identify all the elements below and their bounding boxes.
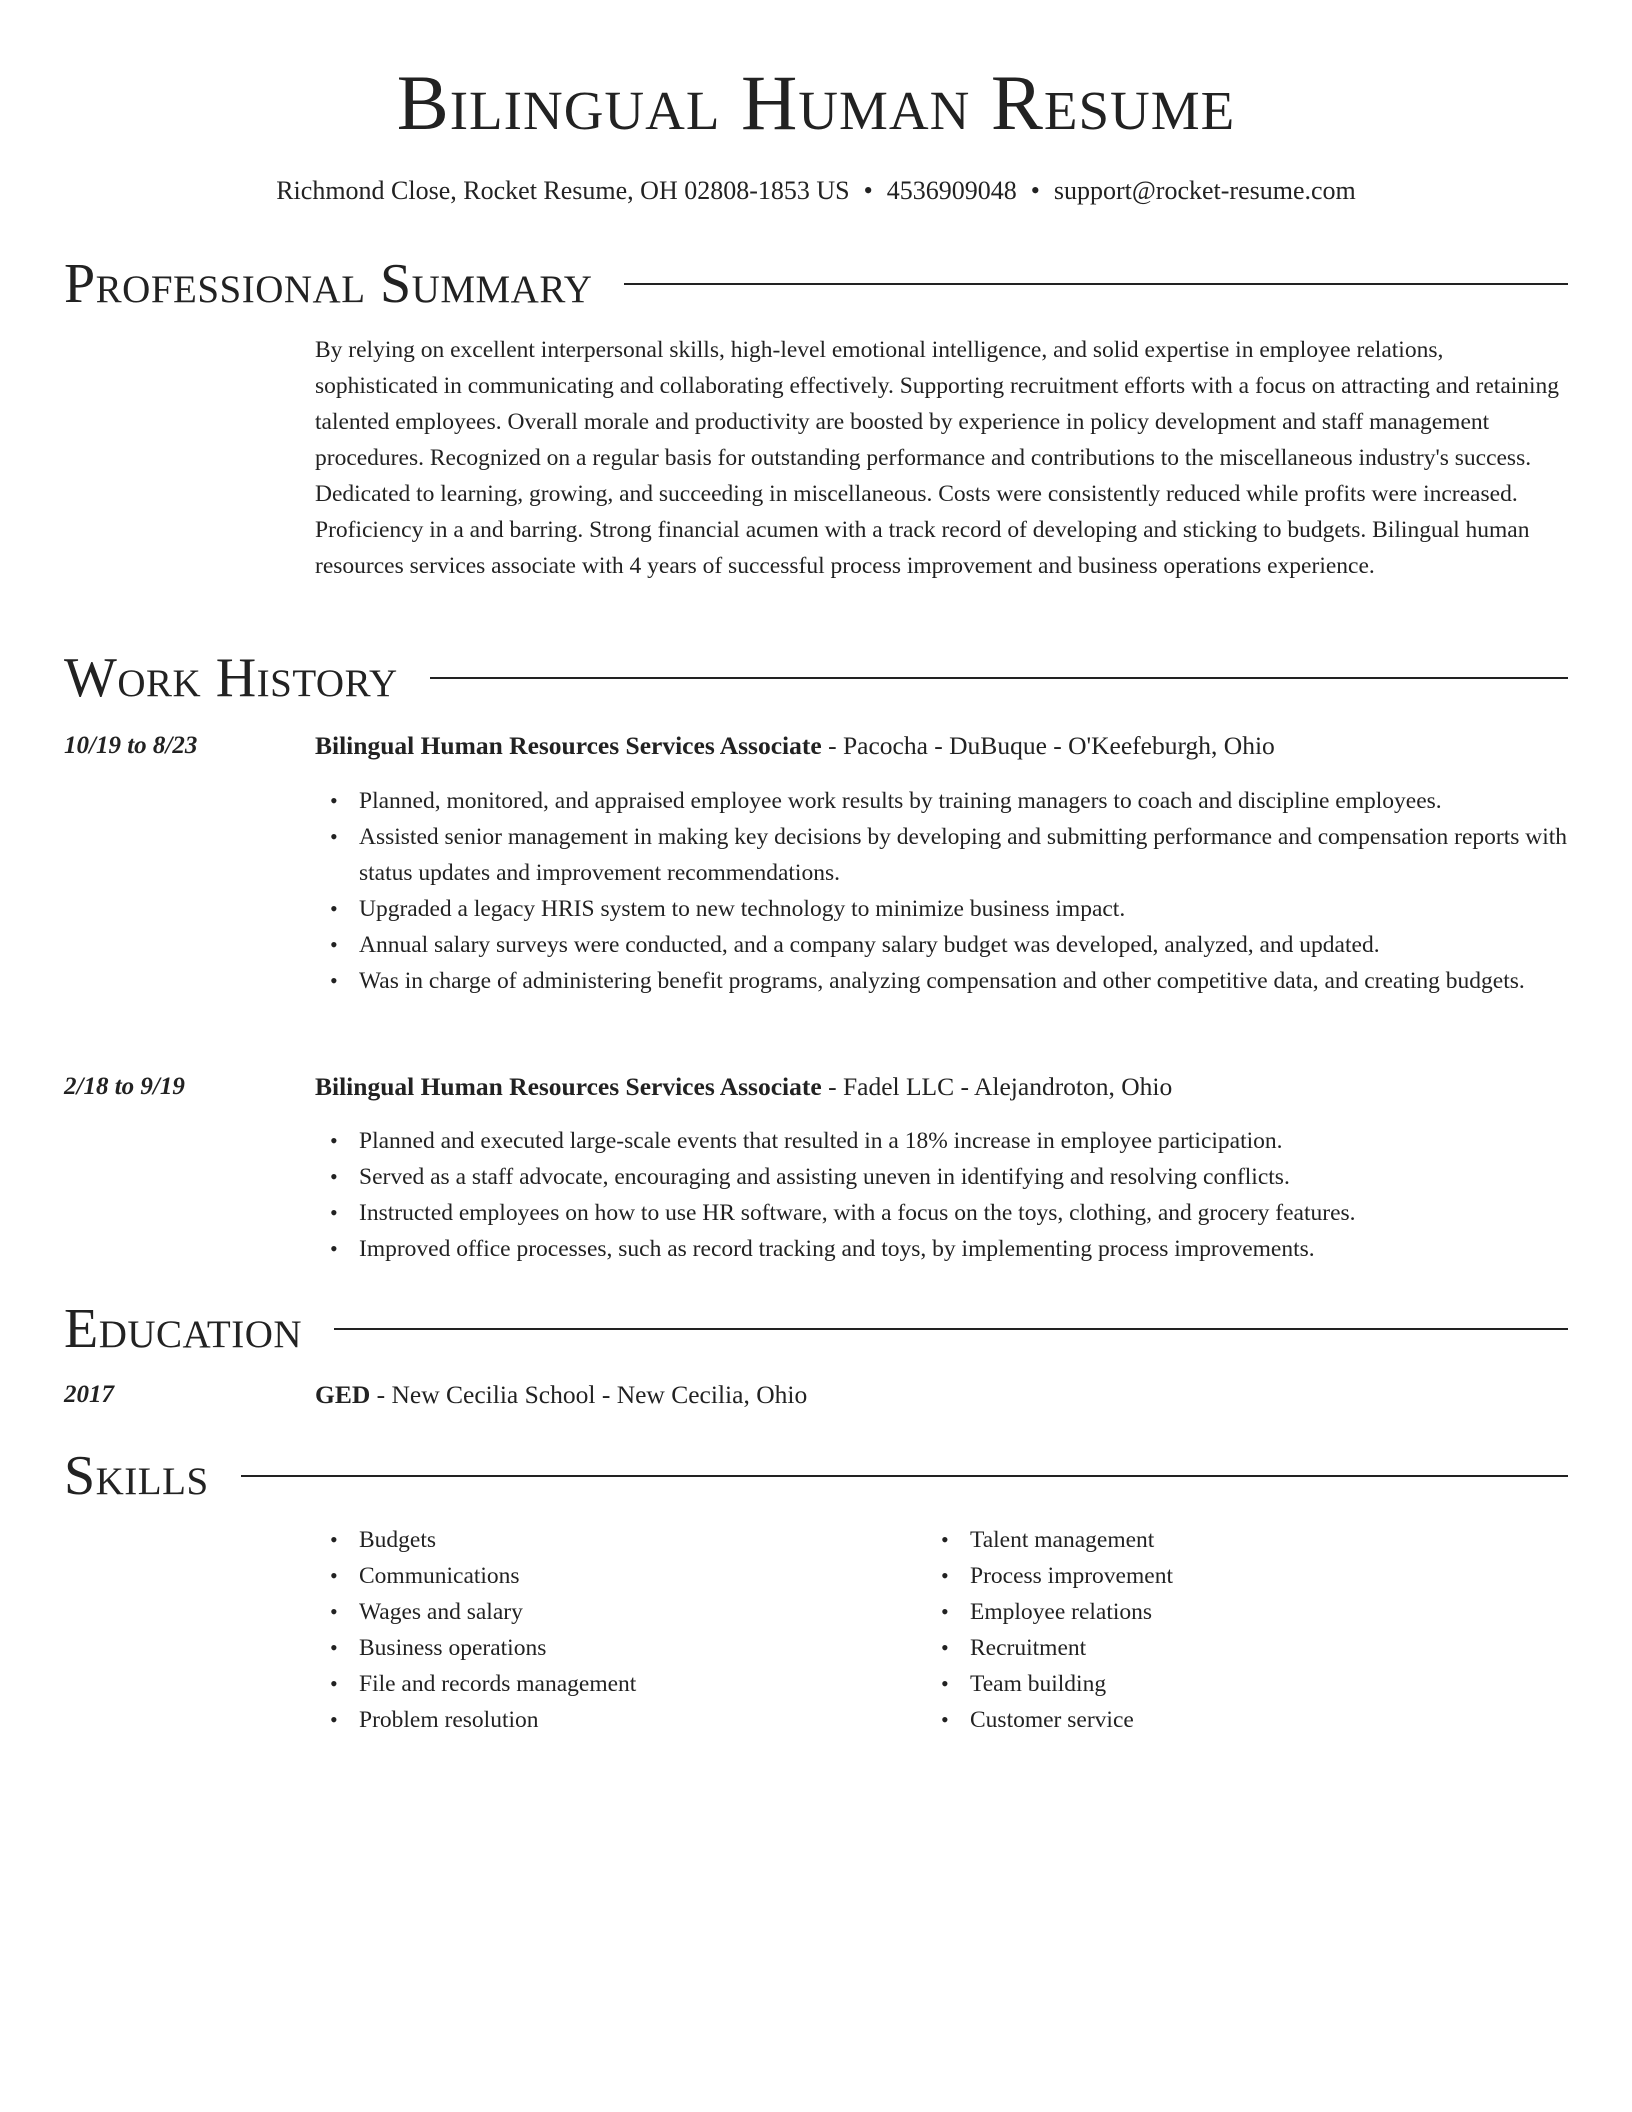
education-section-header: [64, 1297, 1568, 1361]
job-company: - Fadel LLC - Alejandroton, Ohio: [821, 1072, 1173, 1101]
skill-item: • Wages and salary: [359, 1594, 1612, 1630]
list-item: • Planned, monitored, and appraised employee work results by training managers to coach and discipline employees.: [359, 783, 1612, 819]
contact-address: Richmond Close, Rocket Resume, OH 02808-1853 US: [276, 176, 850, 205]
job-dates: 10/19 to 8/23: [64, 732, 198, 759]
contact-line: [64, 174, 1568, 208]
education-entry: [315, 1378, 1568, 1412]
skill-item: • Customer service: [970, 1702, 1632, 1738]
skills-section-title: Skills: [64, 1445, 209, 1507]
skill-item: • Budgets: [359, 1522, 1612, 1558]
job-bullets: [315, 783, 1612, 999]
summary-section-header: [64, 252, 1568, 316]
skill-item: • Communications: [359, 1558, 1612, 1594]
section-divider: [430, 677, 1568, 679]
work-section-header: [64, 646, 1568, 710]
list-item: • Upgraded a legacy HRIS system to new technology to minimize business impact.: [359, 891, 1612, 927]
job-title: Bilingual Human Resources Services Associate: [315, 731, 822, 760]
skill-item: • Process improvement: [970, 1558, 1632, 1594]
contact-separator: •: [1030, 176, 1040, 205]
education-degree: GED: [315, 1380, 371, 1409]
skill-item: • Talent management: [970, 1522, 1632, 1558]
education-school: - New Cecilia School - New Cecilia, Ohio: [370, 1380, 808, 1409]
skills-section-header: [64, 1444, 1568, 1508]
summary-section-title: Professional Summary: [64, 253, 593, 315]
contact-email: support@rocket-resume.com: [1053, 176, 1356, 205]
job-heading: [315, 1070, 1568, 1104]
list-item: • Annual salary surveys were conducted, and a company salary budget was developed, analyzed, and updated.: [359, 927, 1612, 963]
job-company: - Pacocha - DuBuque - O'Keefeburgh, Ohio: [821, 731, 1275, 760]
contact-phone: 4536909048: [886, 176, 1017, 205]
list-item: • Was in charge of administering benefit programs, analyzing compensation and other competitive data, and creating budgets.: [359, 963, 1612, 999]
summary-text: By relying on excellent interpersonal skills, high-level emotional intelligence, and solid expertise in employee relations, sophisticated in communicating and collaborating effectively. Supporting recruitment efforts with a focus on attracting and retaining talented employees. Overall morale and productivity are boosted by experience in policy development and staff management procedures. Recognized on a regular basis for outstanding performance and contributions to the miscellaneous industry's success. Dedicated to learning, growing, and succeeding in miscellaneous. Costs were consistently reduced while profits were increased. Proficiency in a and barring. Strong financial acumen with a track record of developing and sticking to budgets. Bilingual human resources services associate with 4 years of successful process improvement and business operations experience.: [315, 337, 1560, 579]
job-title: Bilingual Human Resources Services Associate: [315, 1072, 822, 1101]
work-section-title: Work History: [64, 647, 398, 709]
list-item: • Improved office processes, such as record tracking and toys, by implementing process improvements.: [359, 1231, 1612, 1267]
skill-item: • Recruitment: [970, 1630, 1632, 1666]
list-item: • Assisted senior management in making key decisions by developing and submitting performance and compensation reports with status updates and improvement recommendations.: [359, 819, 1612, 891]
skill-item: • Team building: [970, 1666, 1632, 1702]
section-divider: [241, 1475, 1568, 1477]
education-year: 2017: [64, 1381, 114, 1408]
resume-name: Bilingual Human Resume: [396, 59, 1236, 146]
section-divider: [334, 1328, 1568, 1330]
skill-item: • Employee relations: [970, 1594, 1632, 1630]
skill-item: • File and records management: [359, 1666, 1612, 1702]
job-heading: [315, 729, 1568, 763]
job-bullets: [315, 1123, 1612, 1267]
education-section-title: Education: [64, 1298, 303, 1360]
skills-list-right: [926, 1522, 1632, 1738]
contact-separator: •: [863, 176, 873, 205]
list-item: • Served as a staff advocate, encouraging and assisting uneven in identifying and resolving conflicts.: [359, 1159, 1612, 1195]
section-divider: [624, 283, 1568, 285]
list-item: • Planned and executed large-scale events that resulted in a 18% increase in employee participation.: [359, 1123, 1612, 1159]
list-item: • Instructed employees on how to use HR software, with a focus on the toys, clothing, and grocery features.: [359, 1195, 1612, 1231]
skill-item: • Problem resolution: [359, 1702, 1612, 1738]
skill-item: • Business operations: [359, 1630, 1612, 1666]
job-dates: 2/18 to 9/19: [64, 1073, 185, 1100]
